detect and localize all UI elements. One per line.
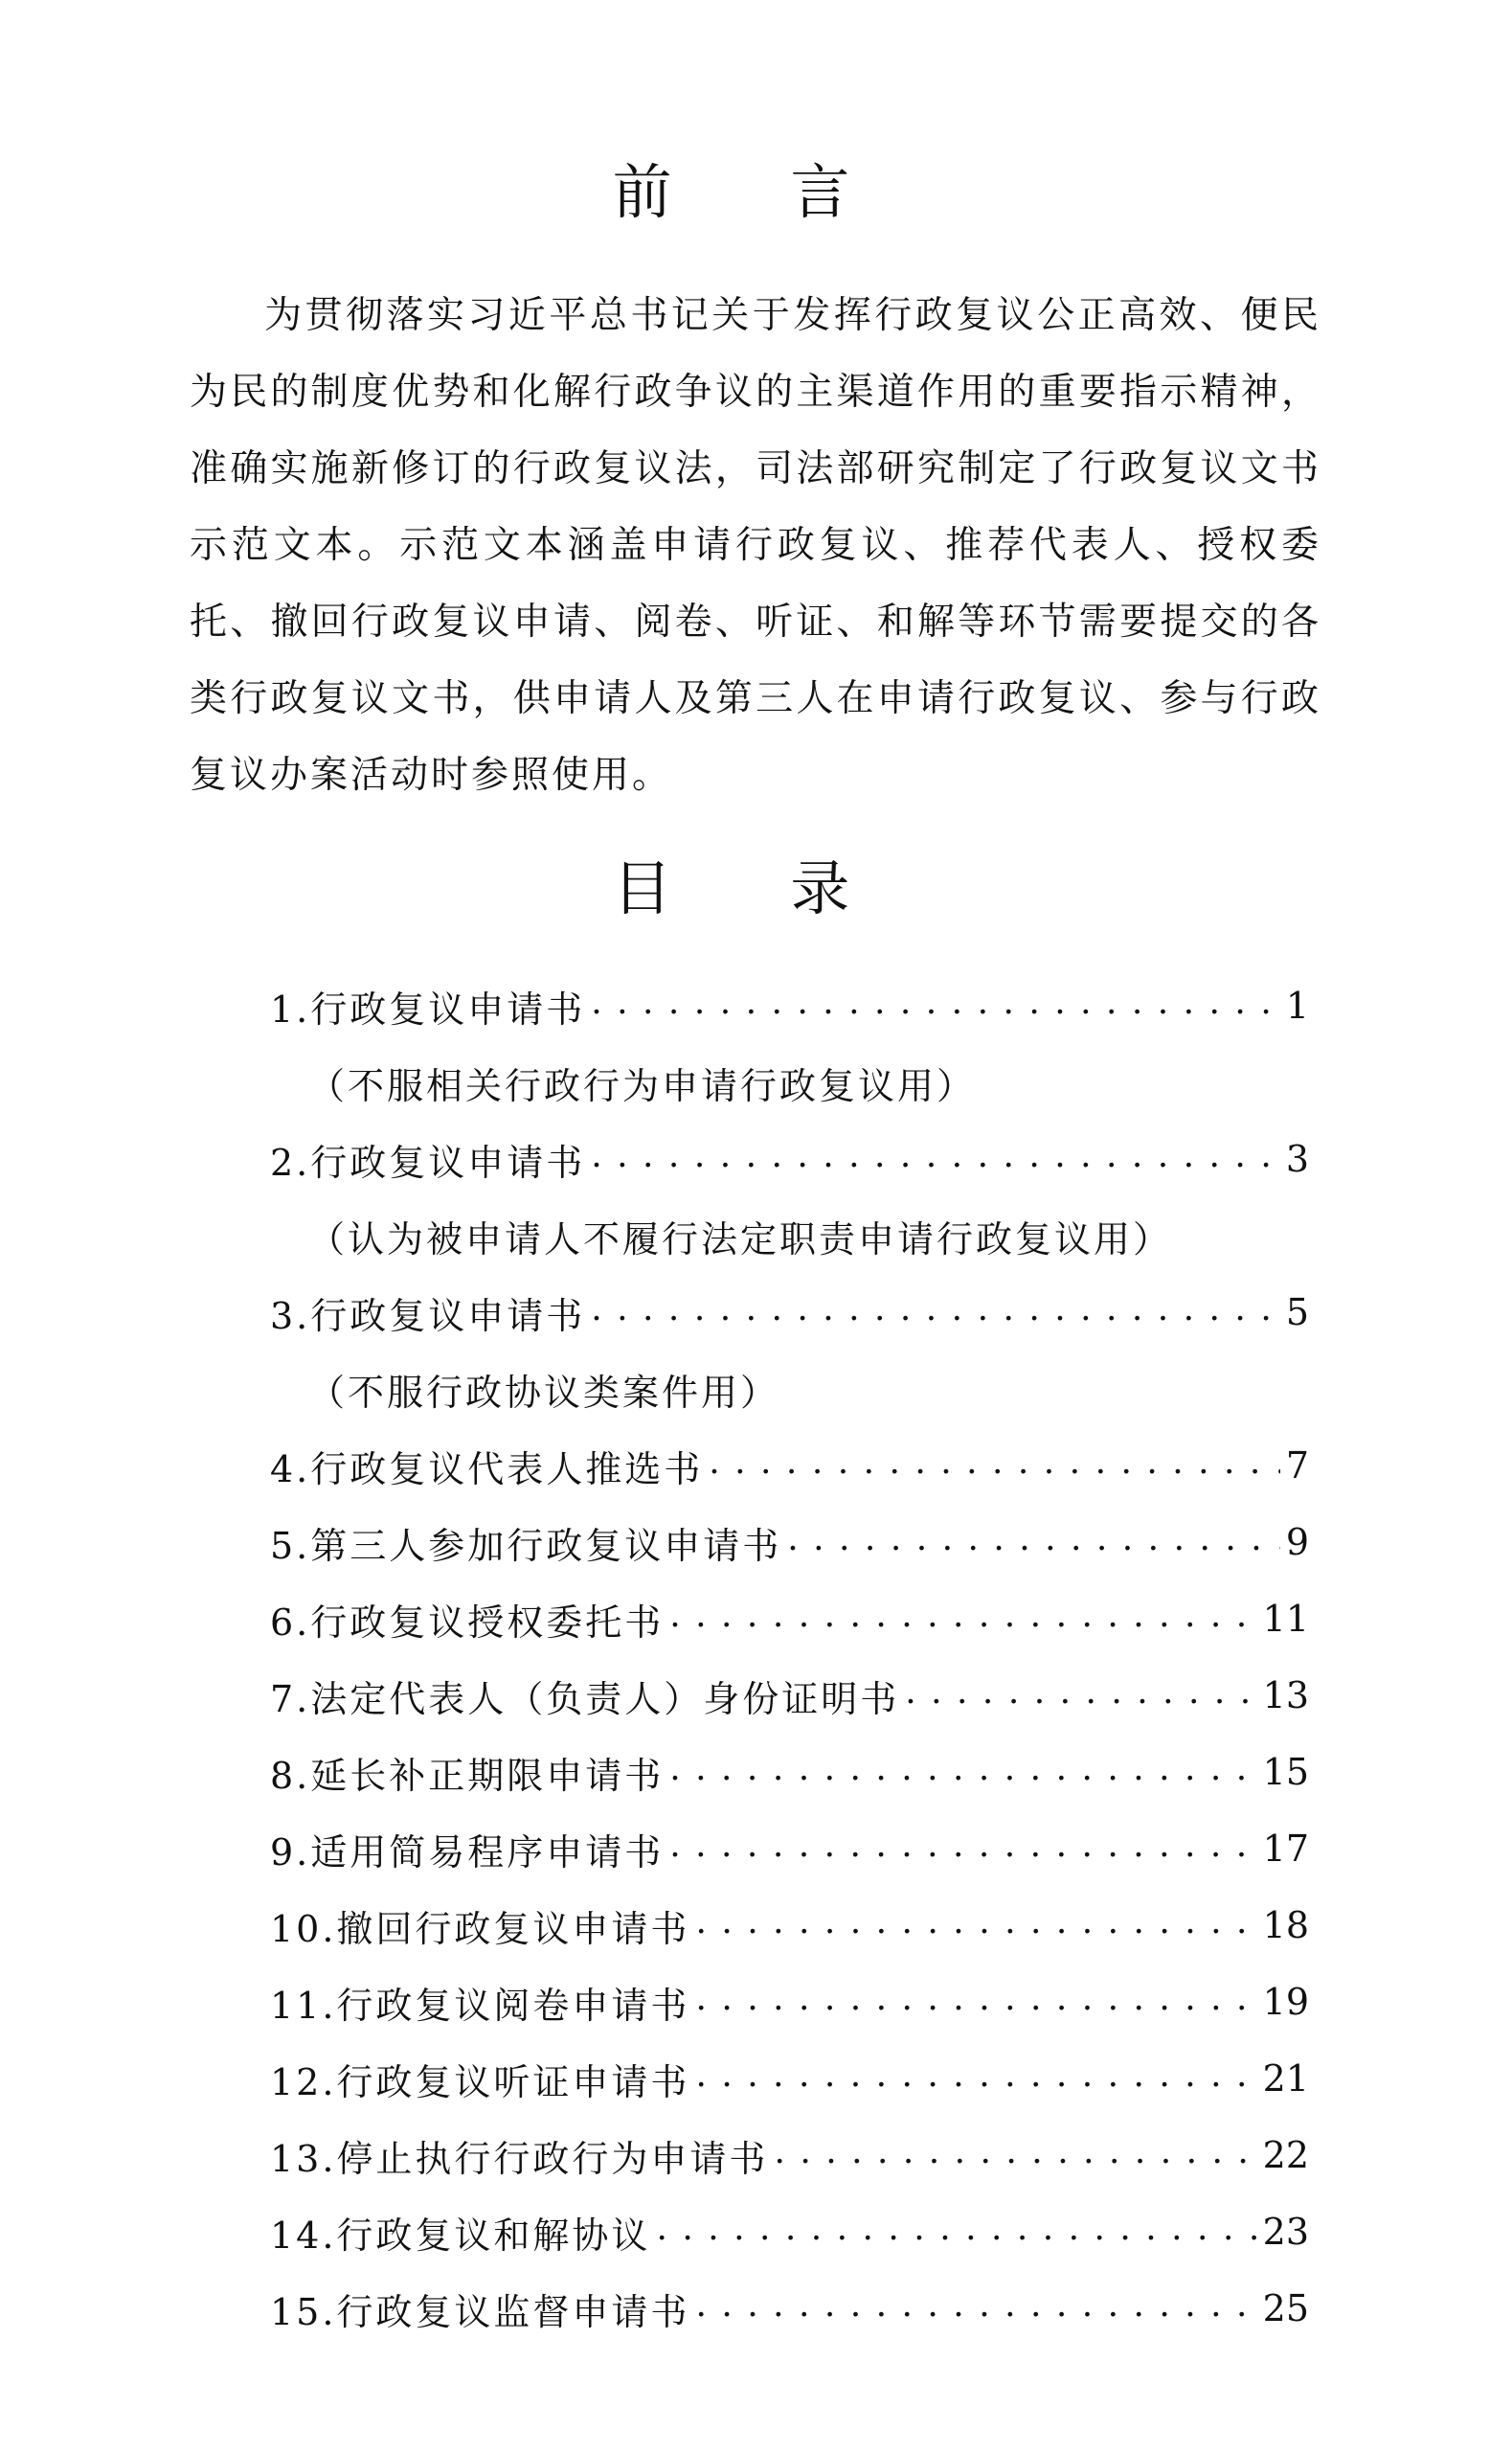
toc-entry[interactable] [270, 1274, 1309, 1351]
toc-entry-page-number: 22 [1262, 2134, 1309, 2176]
dot-leader [905, 1677, 1256, 1714]
preface-title: 前 言 [612, 156, 900, 227]
toc-entry-label: 8.延长补正期限申请书 [270, 1754, 665, 1797]
toc-entry[interactable] [270, 1504, 1309, 1580]
toc-entry-label: 6.行政复议授权委托书 [270, 1601, 665, 1644]
toc-entry-page-number: 9 [1285, 1521, 1309, 1563]
toc-entry-label: 9.适用简易程序申请书 [270, 1830, 665, 1874]
dot-leader [774, 2137, 1256, 2173]
toc-entry-label: 4.行政复议代表人推选书 [270, 1447, 704, 1490]
toc-entry[interactable] [270, 1657, 1309, 1734]
toc-entry-label: 7.法定代表人（负责人）身份证明书 [270, 1677, 900, 1720]
toc-entry-page-number: 15 [1262, 1751, 1309, 1793]
dot-leader [669, 1754, 1256, 1790]
toc-entry[interactable] [270, 1121, 1309, 1197]
dot-leader [669, 1830, 1256, 1867]
toc-entry-page-number: 17 [1262, 1828, 1309, 1870]
preface-body: 为贯彻落实习近平总书记关于发挥行政复议公正高效、便民为民的制度优势和化解行政争议的主渠道作用的重要指示精神，准确实施新修订的行政复议法，司法部研究制定了行政复议文书示范文本。示范文本涵盖申请行政复议、推荐代表人、授权委托、撤回行政复议申请、阅卷、听证、和解等环节需要提交的各类行政复议文书，供申请人及第三人在申请行政复议、参与行政复议办案活动时参照使用。 [190, 294, 1321, 797]
toc-entry-page-number: 18 [1262, 1904, 1309, 1946]
toc-entry-label: 13.停止执行行政行为申请书 [270, 2137, 769, 2180]
toc-entry-label: 11.行政复议阅卷申请书 [270, 1984, 690, 2027]
toc-entry-page-number: 21 [1262, 2057, 1309, 2100]
toc-entry-label: 2.行政复议申请书 [270, 1141, 586, 1184]
toc-entry[interactable] [270, 1580, 1309, 1657]
toc-entry[interactable] [270, 2193, 1309, 2270]
toc-entry-note: （认为被申请人不履行法定职责申请行政复议用） [308, 1217, 1173, 1261]
toc-entry[interactable] [270, 967, 1309, 1044]
toc-entry[interactable] [270, 2117, 1309, 2193]
dot-leader [695, 2290, 1256, 2327]
toc-entry-page-number: 25 [1262, 2287, 1309, 2329]
toc-entry[interactable] [270, 1427, 1309, 1504]
toc-title: 目 录 [612, 852, 900, 923]
toc-entry-page-number: 3 [1285, 1138, 1309, 1180]
dot-leader [695, 1907, 1256, 1943]
toc-entry[interactable] [270, 1887, 1309, 1964]
toc-entry-page-number: 19 [1262, 1981, 1309, 2023]
toc-entry[interactable] [270, 2270, 1309, 2347]
toc-entry-label: 15.行政复议监督申请书 [270, 2290, 690, 2333]
toc-entry[interactable] [270, 1810, 1309, 1887]
dot-leader [695, 2060, 1256, 2097]
dot-leader [591, 988, 1280, 1024]
toc-entry-page-number: 23 [1262, 2211, 1309, 2253]
dot-leader [591, 1141, 1280, 1177]
toc-entry-note: （不服相关行政行为申请行政复议用） [308, 1064, 977, 1107]
toc-entry-note: （不服行政协议类案件用） [308, 1371, 780, 1414]
dot-leader [695, 1984, 1256, 2020]
toc-entry-page-number: 13 [1262, 1674, 1309, 1716]
dot-leader [656, 2214, 1256, 2250]
toc-entry-label: 12.行政复议听证申请书 [270, 2060, 690, 2103]
dot-leader [709, 1447, 1280, 1484]
toc-entry-page-number: 1 [1285, 985, 1309, 1027]
toc-entry[interactable] [270, 1734, 1309, 1810]
table-of-contents [270, 967, 1309, 2347]
dot-leader [787, 1524, 1280, 1560]
toc-entry-label: 5.第三人参加行政复议申请书 [270, 1524, 782, 1567]
toc-entry-page-number: 7 [1285, 1444, 1309, 1487]
dot-leader [669, 1601, 1256, 1637]
toc-entry-page-number: 11 [1262, 1598, 1309, 1640]
toc-entry[interactable] [270, 2040, 1309, 2117]
dot-leader [591, 1294, 1280, 1330]
toc-entry[interactable] [270, 1964, 1309, 2040]
toc-entry-label: 14.行政复议和解协议 [270, 2214, 651, 2257]
toc-entry-page-number: 5 [1285, 1291, 1309, 1333]
toc-entry-label: 1.行政复议申请书 [270, 988, 586, 1031]
toc-entry-label: 3.行政复议申请书 [270, 1294, 586, 1337]
toc-entry-label: 10.撤回行政复议申请书 [270, 1907, 690, 1950]
